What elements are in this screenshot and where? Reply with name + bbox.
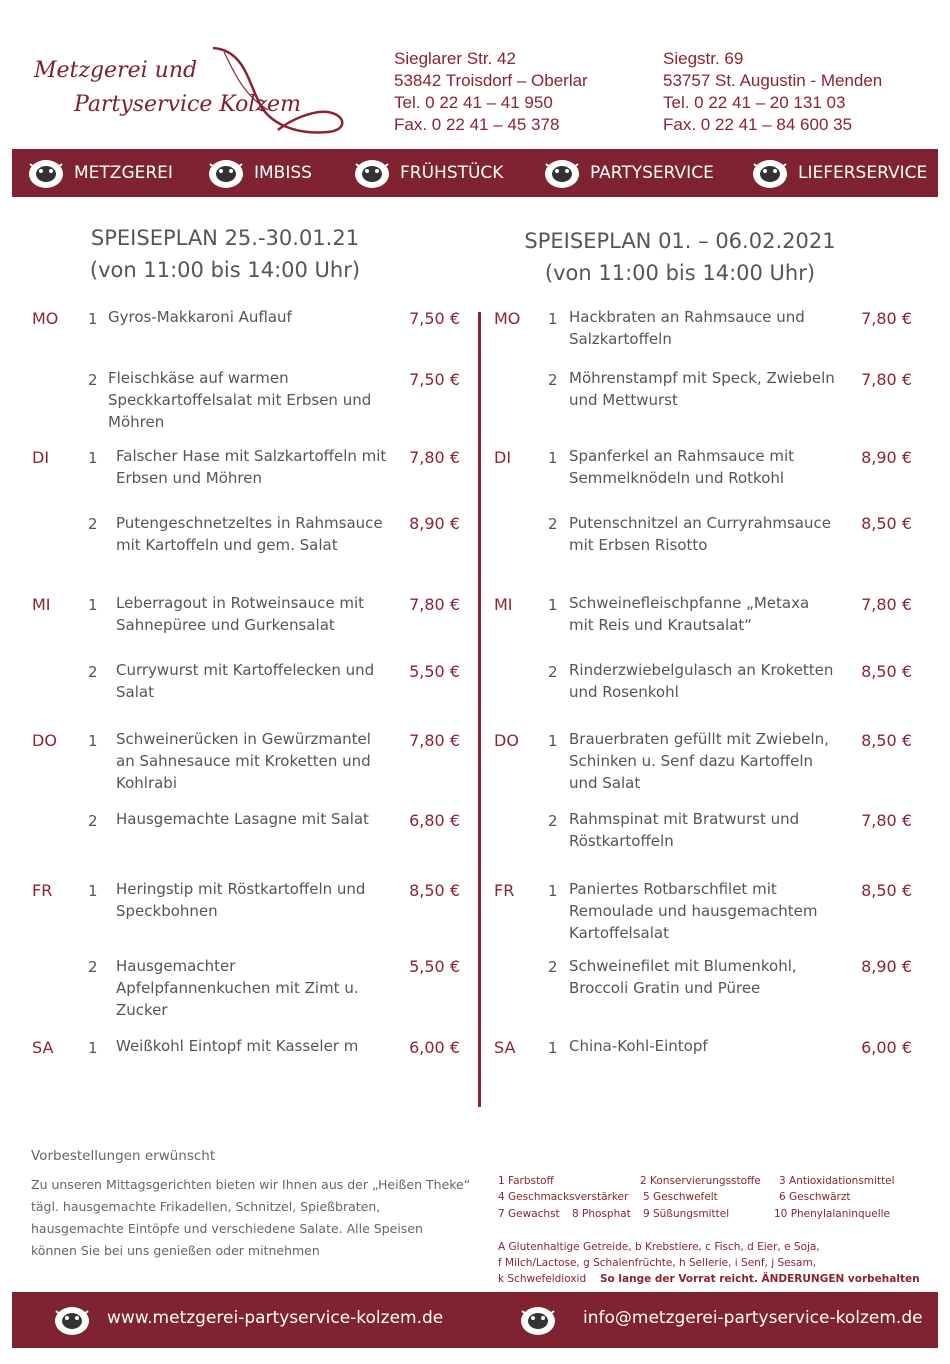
dish-name: Gyros-Makkaroni Auflauf [108, 308, 292, 326]
column-divider [478, 312, 481, 1107]
email-link[interactable]: info@metzgerei-partyservice-kolzem.de [583, 1308, 923, 1328]
price: 7,80 € [409, 595, 460, 614]
dish-name: Fleischkäse auf warmen Speckkartoffelsalat mit Erbsen und Möhren [108, 369, 372, 431]
dish-name: Heringstip mit Röstkartoffeln und Speckbohnen [116, 880, 366, 920]
nav-label: FRÜHSTÜCK [400, 163, 504, 183]
nav-label: IMBISS [254, 163, 312, 183]
price: 8,90 € [861, 957, 912, 976]
cow-icon [26, 156, 66, 190]
day-label: SA [32, 1038, 54, 1057]
day-label: DO [494, 731, 519, 750]
dish-name: Möhrenstampf mit Speck, Zwiebeln und Mettwurst [569, 369, 835, 409]
cow-icon [352, 156, 392, 190]
price: 8,90 € [409, 514, 460, 533]
dish-name: Currywurst mit Kartoffelecken und Salat [116, 661, 375, 701]
price: 7,80 € [861, 811, 912, 830]
price: 8,90 € [861, 448, 912, 467]
dish-name: Schweinefilet mit Blumenkohl, Broccoli Gratin und Püree [569, 957, 797, 997]
price: 6,00 € [861, 1038, 912, 1057]
dish-name: Hackbraten an Rahmsauce und Salzkartoffeln [569, 308, 805, 348]
address-troisdorf: Sieglarer Str. 42 53842 Troisdorf – Oberlar Tel. 0 22 41 – 41 950 Fax. 0 22 41 – 45 378 [394, 49, 588, 134]
price: 7,80 € [861, 595, 912, 614]
website-link[interactable]: www.metzgerei-partyservice-kolzem.de [107, 1308, 444, 1328]
price: 5,50 € [409, 957, 460, 976]
nav-label: LIEFERSERVICE [798, 163, 928, 183]
dish-name: Leberragout in Rotweinsauce mit Sahnepüree und Gurkensalat [116, 594, 365, 634]
dish-name: Schweinerücken in Gewürzmantel an Sahnesauce mit Kroketten und Kohlrabi [116, 730, 371, 792]
cow-icon [750, 156, 790, 190]
price: 5,50 € [409, 662, 460, 681]
hot-counter-note: Zu unseren Mittagsgerichten bieten wir Ihnen aus der „Heißen Theke“ tägl. hausgemachte Frikadellen, Schnitzel, Spießbraten, hausgemachte Eintöpfe und verschiedene Salate. Alle Speisen können Sie bei uns genießen oder mitnehmen [31, 1177, 471, 1258]
price: 6,00 € [409, 1038, 460, 1057]
day-label: FR [494, 881, 515, 900]
dish-name: Schweinefleischpfanne „Metaxa mit Reis und Krautsalat“ [569, 594, 810, 634]
dish-name: Hausgemachte Lasagne mit Salat [116, 810, 369, 828]
dish-name: Rahmspinat mit Bratwurst und Röstkartoffeln [569, 810, 800, 850]
nav-partyservice[interactable] [542, 149, 714, 197]
price: 8,50 € [409, 881, 460, 900]
price: 7,80 € [409, 448, 460, 467]
dish-name: Hausgemachter Apfelpfannenkuchen mit Zimt u. Zucker [116, 957, 359, 1019]
preorder-note: Vorbestellungen erwünscht [31, 1148, 216, 1164]
nav-label: PARTYSERVICE [590, 163, 714, 183]
dish-name: Paniertes Rotbarschfilet mit Remoulade und hausgemachtem Kartoffelsalat [569, 880, 818, 942]
day-label: MO [32, 309, 59, 328]
nav-label: METZGEREI [74, 163, 173, 183]
nav-band [12, 149, 938, 197]
dish-name: Spanferkel an Rahmsauce mit Semmelknödeln und Rotkohl [569, 447, 795, 487]
logo-line-1: Metzgerei und [34, 58, 198, 83]
logo-swirl-icon [28, 40, 348, 140]
price: 7,50 € [409, 370, 460, 389]
day-label: DI [494, 448, 512, 467]
cow-icon [52, 1303, 92, 1337]
day-label: MO [494, 309, 521, 328]
price: 6,80 € [409, 811, 460, 830]
dish-name: Weißkohl Eintopf mit Kasseler m [116, 1037, 359, 1055]
day-label: DI [32, 448, 50, 467]
nav-metzgerei[interactable] [26, 149, 173, 197]
dish-name: Putengeschnetzeltes in Rahmsauce mit Kartoffeln und gem. Salat [116, 514, 383, 554]
price: 7,50 € [409, 309, 460, 328]
day-label: SA [494, 1038, 516, 1057]
cow-icon [518, 1303, 558, 1337]
logo-line-2: Partyservice Kolzem [74, 92, 301, 117]
price: 7,80 € [861, 370, 912, 389]
price: 8,50 € [861, 731, 912, 750]
left-plan-title: SPEISEPLAN 25.-30.01.21 (von 11:00 bis 14:00 Uhr) [89, 226, 361, 282]
price: 7,80 € [861, 309, 912, 328]
nav-fruehstueck[interactable] [352, 149, 503, 197]
logo[interactable] [28, 40, 348, 140]
price: 8,50 € [861, 514, 912, 533]
price: 8,50 € [861, 881, 912, 900]
day-label: MI [494, 595, 513, 614]
day-label: MI [32, 595, 51, 614]
day-label: FR [32, 881, 53, 900]
dish-name: China-Kohl-Eintopf [569, 1037, 708, 1055]
dish-name: Putenschnitzel an Curryrahmsauce mit Erbsen Risotto [569, 514, 831, 554]
cow-icon [542, 156, 582, 190]
dish-name: Brauerbraten gefüllt mit Zwiebeln, Schinken u. Senf dazu Kartoffeln und Salat [569, 730, 829, 792]
cow-icon [206, 156, 246, 190]
price: 7,80 € [409, 731, 460, 750]
address-menden: Siegstr. 69 53757 St. Augustin - Menden Tel. 0 22 41 – 20 131 03 Fax. 0 22 41 – 84 600 35 [663, 49, 883, 134]
right-plan-title: SPEISEPLAN 01. – 06.02.2021 (von 11:00 bis 14:00 Uhr) [524, 229, 836, 285]
price: 8,50 € [861, 662, 912, 681]
day-label: DO [32, 731, 57, 750]
dish-name: Falscher Hase mit Salzkartoffeln mit Erbsen und Möhren [116, 447, 387, 487]
nav-imbiss[interactable] [206, 149, 312, 197]
nav-lieferservice[interactable] [750, 149, 927, 197]
dish-name: Rinderzwiebelgulasch an Kroketten und Rosenkohl [569, 661, 834, 701]
footer-band [12, 1292, 938, 1348]
